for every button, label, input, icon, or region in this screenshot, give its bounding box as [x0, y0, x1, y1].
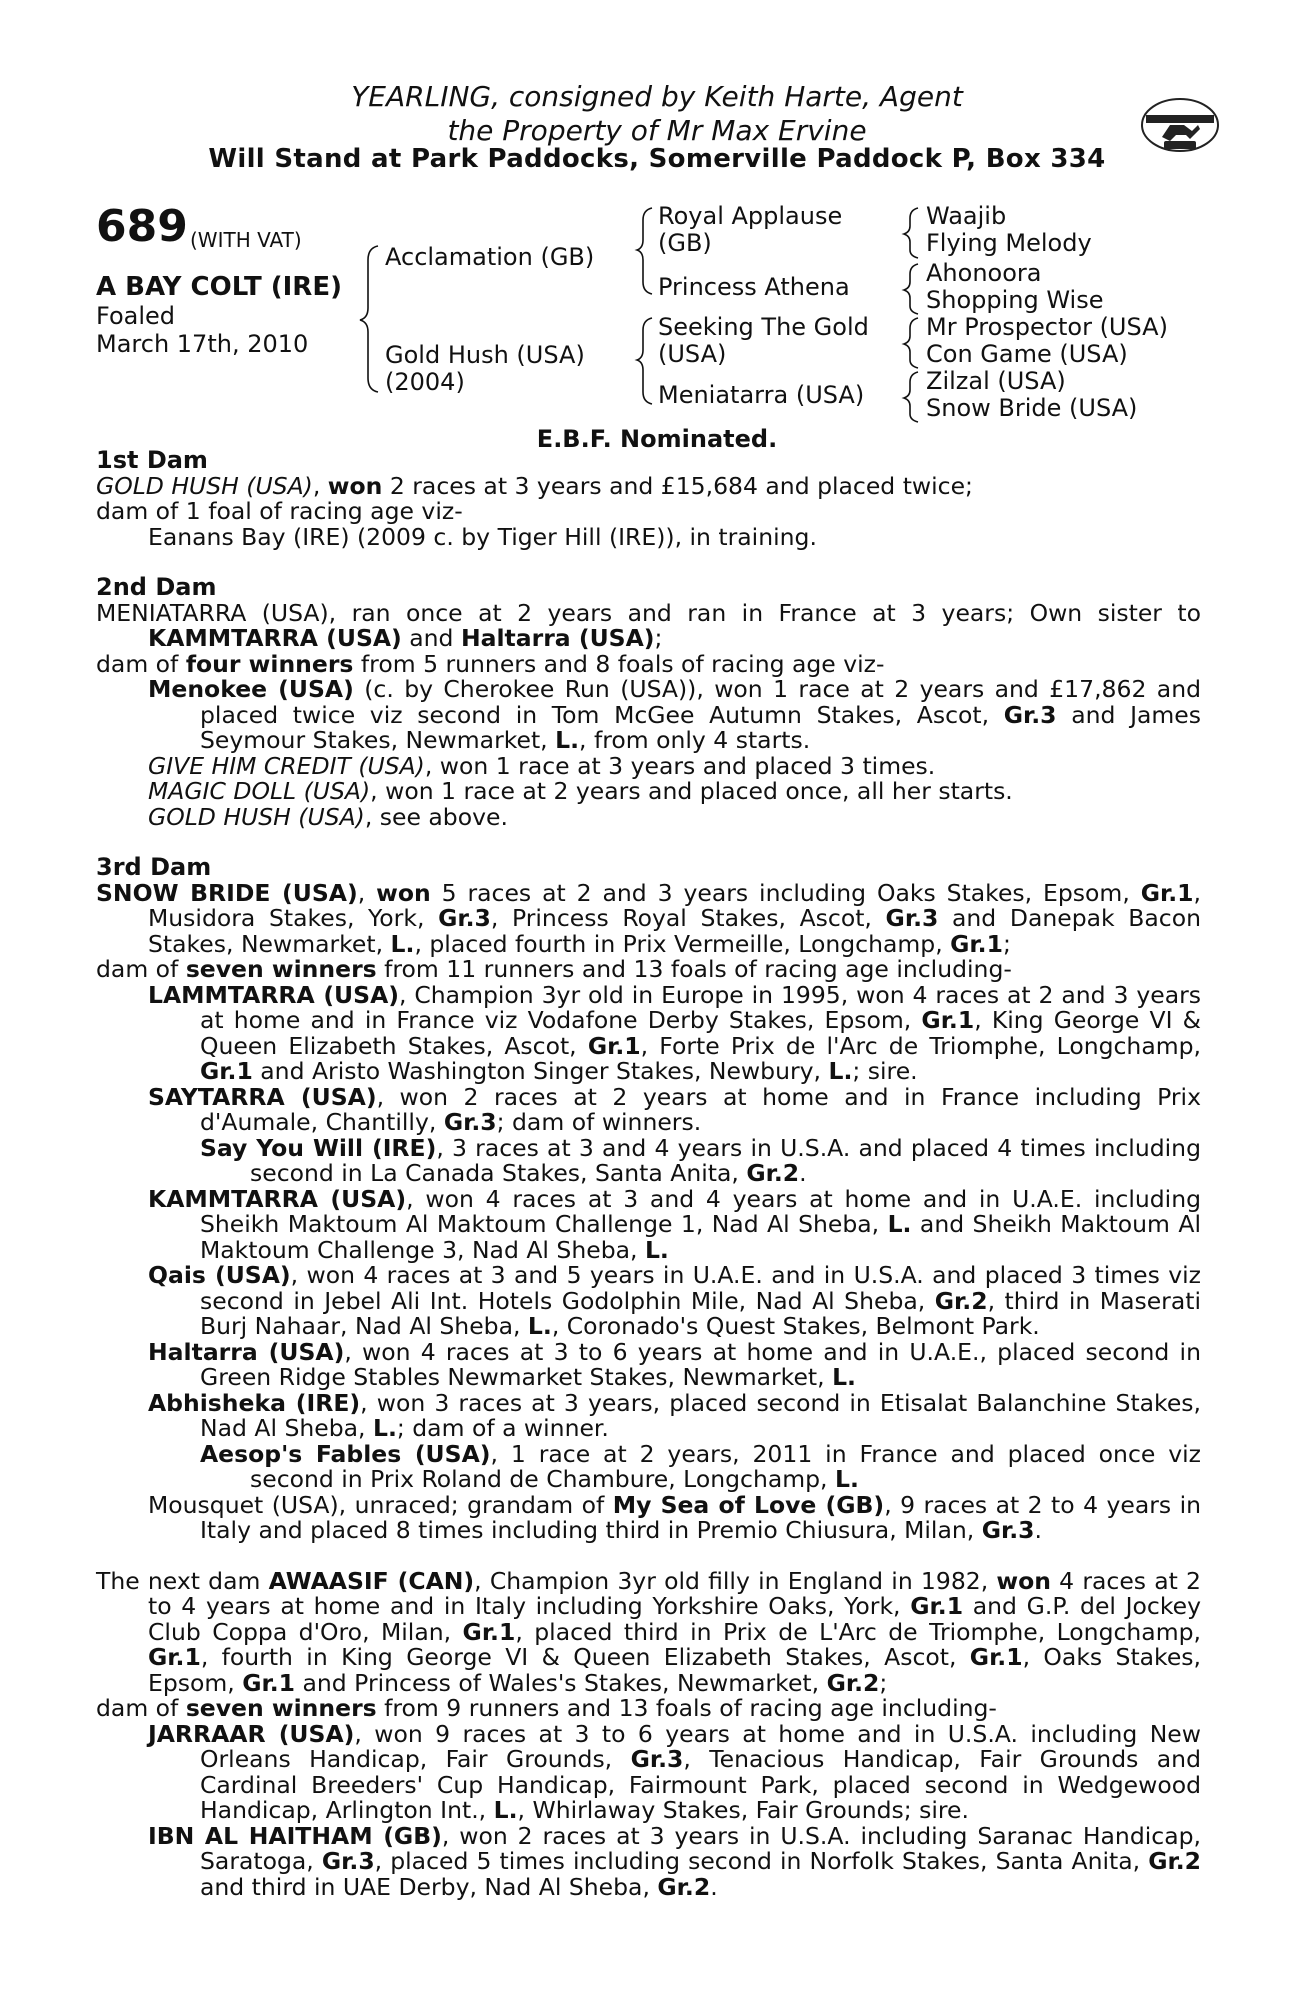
ped-ddd: Snow Bride (USA): [926, 394, 1138, 422]
ped-dsd: Con Game (USA): [926, 340, 1128, 368]
location-line: Will Stand at Park Paddocks, Somerville Paddock P, Box 334: [208, 144, 1106, 174]
dam-year: (2004): [385, 368, 465, 396]
sire-of-sire-name: Royal Applause: [658, 202, 843, 230]
first-dam-foal: Eanans Bay (IRE) (2009 c. by Tiger Hill (IRE)), in training.: [148, 522, 817, 551]
dam-of-dam: Meniatarra (USA): [658, 381, 865, 409]
sire-of-sire-country: (GB): [658, 229, 712, 257]
property-line: the Property of Mr Max Ervine: [447, 114, 867, 147]
consignor-line: YEARLING, consigned by Keith Harte, Agent: [351, 80, 963, 113]
dam: [385, 342, 585, 396]
abhisheka-entry: Abhisheka (IRE), won 3 races at 3 years, placed second in Etisalat Balanchine Stakes, Nad Al Sheba, L.; dam of a winner.: [148, 1388, 1201, 1442]
next-dam-para: The next dam AWAASIF (CAN), Champion 3yr old filly in England in 1982, won 4 races at 2 to 4 years at home and in Italy including Yorkshire Oaks, York, Gr.1 and G.P. del Jockey Club Coppa d'Oro, Milan, Gr.1, placed third in Prix de L'Arc de Triomphe, Longchamp, Gr.1, fourth in King George VI & Queen Elizabeth Stakes, Ascot, Gr.1, Oaks Stakes, Epsom, Gr.1 and Princess of Wales's Stakes, Newmarket, Gr.2;: [96, 1566, 1201, 1697]
second-dam-para: MENIATARRA (USA), ran once at 2 years and ran in France at 3 years; Own sister to KAMMTARRA (USA) and Haltarra (USA);: [96, 598, 1201, 652]
jarraar-entry: JARRAAR (USA), won 9 races at 3 to 6 years at home and in U.S.A. including New Orleans Handicap, Fair Grounds, Gr.3, Tenacious Handicap, Fair Grounds and Cardinal Breeders' Cup Handicap, Fairmount Park, placed second in Wedgewood Handicap, Arlington Int., L., Whirlaway Stakes, Fair Grounds; sire.: [148, 1719, 1201, 1824]
aesops-fables-entry: Aesop's Fables (USA), 1 race at 2 years, 2011 in France and placed once viz second in Prix Roland de Chambure, Longchamp, L.: [200, 1439, 1201, 1493]
third-dam-para: SNOW BRIDE (USA), won 5 races at 2 and 3 years including Oaks Stakes, Epsom, Gr.1, Musidora Stakes, York, Gr.3, Princess Royal Stakes, Ascot, Gr.3 and Danepak Bacon Stakes, Newmarket, L., placed fourth in Prix Vermeille, Longchamp, Gr.1;: [96, 878, 1201, 958]
ped-dds: Zilzal (USA): [926, 367, 1066, 395]
ped-sss: Waajib: [926, 202, 1007, 230]
ped-dss: Mr Prospector (USA): [926, 313, 1168, 341]
catalogue-body: [96, 448, 1201, 1900]
sire: Acclamation (GB): [385, 243, 595, 271]
pedigree-braces: [0, 0, 1314, 440]
second-dam-produce: dam of four winners from 5 runners and 8 foals of racing age viz-: [96, 649, 885, 678]
first-dam-heading: 1st Dam: [96, 446, 208, 474]
ped-ssd: Flying Melody: [926, 229, 1092, 257]
foaled-date: March 17th, 2010: [96, 330, 309, 358]
sire-of-sire: [658, 203, 842, 257]
qais-entry: Qais (USA), won 4 races at 3 and 5 years in U.A.E. and in U.S.A. and placed 3 times viz second in Jebel Ali Int. Hotels Godolphin Mile, Nad Al Sheba, Gr.2, third in Maserati Burj Nahaar, Nad Al Sheba, L., Coronado's Quest Stakes, Belmont Park.: [148, 1261, 1201, 1340]
third-dam-heading: 3rd Dam: [96, 853, 212, 881]
menokee-entry: Menokee (USA) (c. by Cherokee Run (USA)), won 1 race at 2 years and £17,862 and placed twice viz second in Tom McGee Autumn Stakes, Ascot, Gr.3 and James Seymour Stakes, Newmarket, L., from only 4 starts.: [148, 675, 1201, 754]
give-him-credit-entry: GIVE HIM CREDIT (USA), won 1 race at 3 years and placed 3 times.: [148, 751, 936, 780]
foaled-label: Foaled: [96, 302, 176, 330]
vat-note: (WITH VAT): [190, 228, 302, 252]
first-dam-produce: dam of 1 foal of racing age viz-: [96, 497, 463, 525]
ped-sds: Ahonoora: [926, 259, 1042, 287]
next-dam-produce: dam of seven winners from 9 runners and 13 foals of racing age including-: [96, 1694, 997, 1722]
mousquet-entry: Mousquet (USA), unraced; grandam of My Sea of Love (GB), 9 races at 2 to 4 years in Italy and placed 8 times including third in Premio Chiusura, Milan, Gr.3.: [148, 1490, 1202, 1544]
sire-of-dam-name: Seeking The Gold: [658, 313, 869, 341]
say-you-will-entry: Say You Will (IRE), 3 races at 3 and 4 years in U.S.A. and placed 4 times including second in La Canada Stakes, Santa Anita, Gr.2.: [200, 1133, 1201, 1187]
lot-number: 689: [96, 201, 188, 252]
saytarra-entry: SAYTARRA (USA), won 2 races at 2 years at home and in France including Prix d'Aumale, Chantilly, Gr.3; dam of winners.: [148, 1082, 1201, 1136]
ibn-al-haitham-entry: IBN AL HAITHAM (GB), won 2 races at 3 years in U.S.A. including Saranac Handicap, Saratoga, Gr.3, placed 5 times including second in Norfolk Stakes, Santa Anita, Gr.2 and third in UAE Derby, Nad Al Sheba, Gr.2.: [148, 1821, 1201, 1901]
first-dam-para: GOLD HUSH (USA), won 2 races at 3 years and £15,684 and placed twice;: [96, 471, 973, 500]
lammtarra-entry: LAMMTARRA (USA), Champion 3yr old in Europe in 1995, won 4 races at 2 and 3 years at home and in France viz Vodafone Derby Stakes, Epsom, Gr.1, King George VI & Queen Elizabeth Stakes, Ascot, Gr.1, Forte Prix de l'Arc de Triomphe, Longchamp, Gr.1 and Aristo Washington Singer Stakes, Newbury, L.; sire.: [148, 980, 1201, 1085]
gold-hush-entry: GOLD HUSH (USA), see above.: [148, 802, 508, 831]
sire-of-dam-country: (USA): [658, 340, 727, 368]
dam-name: Gold Hush (USA): [385, 341, 585, 369]
haltarra-entry: Haltarra (USA), won 4 races at 3 to 6 years at home and in U.A.E., placed second in Green Ridge Stables Newmarket Stakes, Newmarket, L.: [148, 1337, 1201, 1391]
lot-name: A BAY COLT (IRE): [96, 272, 342, 302]
second-dam-heading: 2nd Dam: [96, 573, 217, 601]
ped-sdd: Shopping Wise: [926, 286, 1104, 314]
dam-of-sire: Princess Athena: [658, 273, 850, 301]
kammtarra-entry: KAMMTARRA (USA), won 4 races at 3 and 4 years at home and in U.A.E. including Sheikh Maktoum Al Maktoum Challenge 1, Nad Al Sheba, L. and Sheikh Maktoum Al Maktoum Challenge 3, Nad Al Sheba, L.: [148, 1184, 1202, 1264]
sire-of-dam: [658, 314, 869, 368]
third-dam-produce: dam of seven winners from 11 runners and 13 foals of racing age including-: [96, 955, 1012, 983]
ebf-note: E.B.F. Nominated.: [536, 425, 778, 453]
magic-doll-entry: MAGIC DOLL (USA), won 1 race at 2 years and placed once, all her starts.: [148, 777, 1013, 805]
